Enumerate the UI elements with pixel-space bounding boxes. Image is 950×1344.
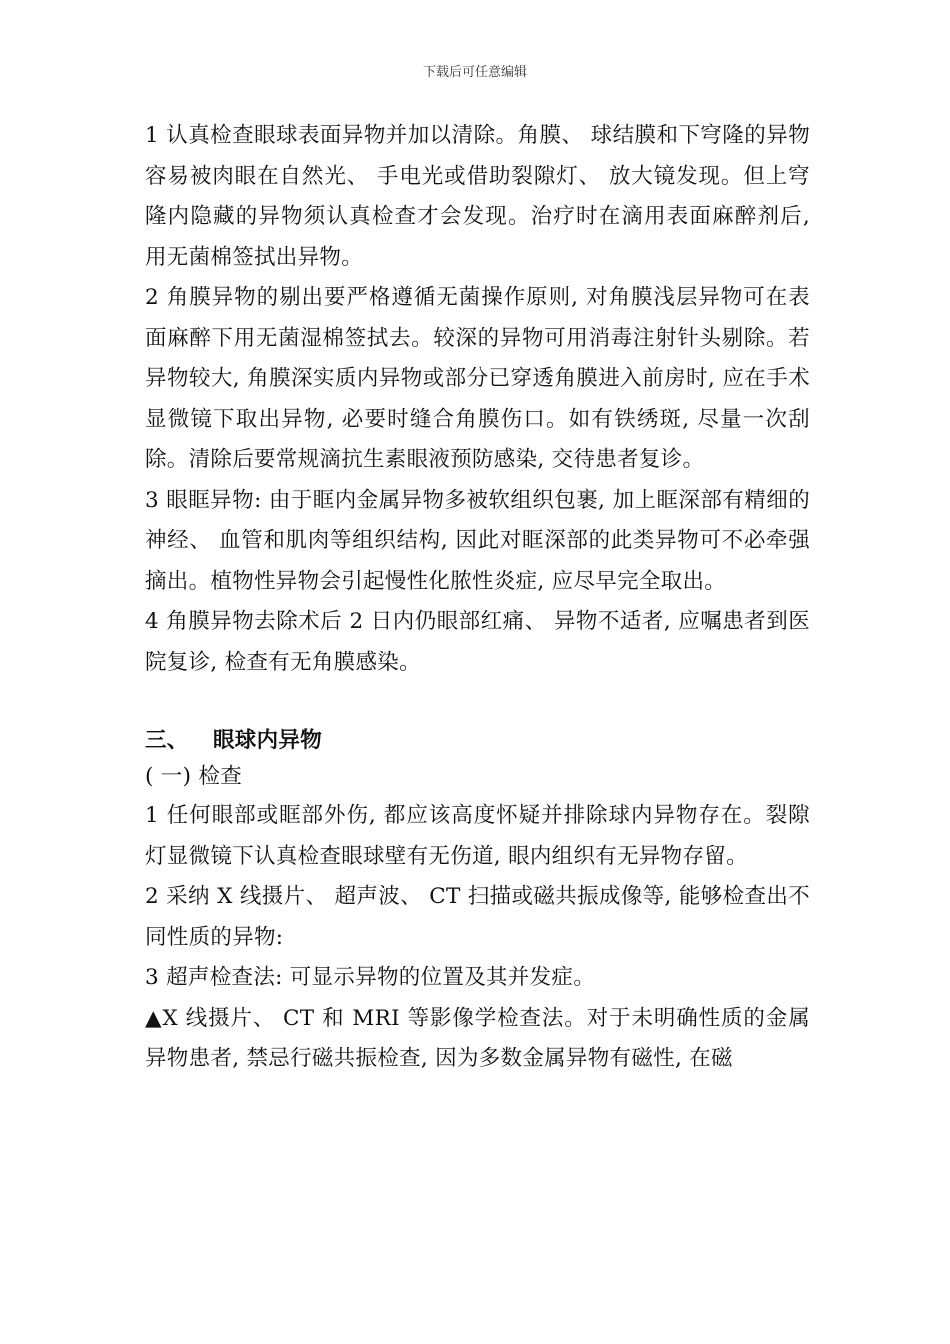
paragraph-7: 3 超声检查法: 可显示异物的位置及其并发症。	[145, 965, 595, 990]
paragraph-3: 3 眼眶异物: 由于眶内金属异物多被软组织包裹, 加上眶深部有精细的神经、 血管和肌肉等组织结构, 因此对眶深部的此类异物可不必牵强摘出。植物性异物会引起慢性化脓性炎症, 应尽早完全取出。	[145, 487, 810, 594]
section-number: 三、	[145, 728, 189, 753]
paragraph-1: 1 认真检查眼球表面异物并加以清除。角膜、 球结膜和下穹隆的异物容易被肉眼在自然光、 手电光或借助裂隙灯、 放大镜发现。但上穹隆内隐藏的异物须认真检查才会发现。治疗时在滴用表面麻醉剂后, 用无菌棉签拭出异物。	[145, 123, 810, 270]
section-title: 眼球内异物	[213, 728, 323, 753]
document-body	[145, 116, 810, 1080]
subsection-heading: ( 一) 检查	[145, 764, 243, 789]
paragraph-2: 2 角膜异物的剔出要严格遵循无菌操作原则, 对角膜浅层异物可在表面麻醉下用无菌湿棉签拭去。较深的异物可用消毒注射针头剔除。若异物较大, 角膜深实质内异物或部分已穿透角膜进入前房时, 应在手术显微镜下取出异物, 必要时缝合角膜伤口。如有铁绣斑, 尽量一次刮除。清除后要常规滴抗生素眼液预防感染, 交待患者复诊。	[145, 285, 810, 472]
section-heading	[145, 724, 810, 758]
paragraph-6: 2 采纳 X 线摄片、 超声波、 CT 扫描或磁共振成像等, 能够检查出不同性质的异物:	[145, 884, 810, 950]
paragraph-4: 4 角膜异物去除术后 2 日内仍眼部红痛、 异物不适者, 应嘱患者到医院复诊, 检查有无角膜感染。	[145, 609, 810, 675]
paragraph-8: ▲X 线摄片、 CT 和 MRI 等影像学检查法。对于未明确性质的金属异物患者, 禁忌行磁共振检查, 因为多数金属异物有磁性, 在磁	[145, 1005, 810, 1071]
page-header: 下载后可任意编辑	[422, 65, 527, 80]
paragraph-5: 1 任何眼部或眶部外伤, 都应该高度怀疑并排除球内异物存在。裂隙灯显微镜下认真检查眼球壁有无伤道, 眼内组织有无异物存留。	[145, 803, 810, 869]
